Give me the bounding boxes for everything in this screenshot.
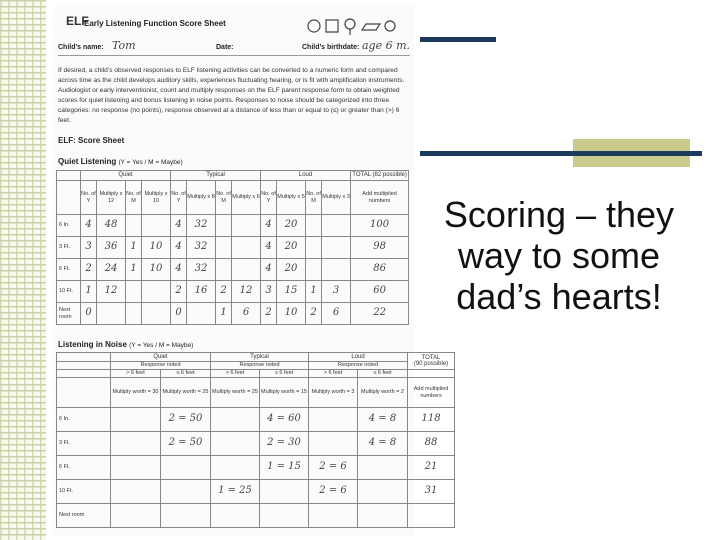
distance-header: ≤ 6 feet xyxy=(358,370,408,378)
decorative-left-strip xyxy=(0,0,46,540)
total-column-header: Add multiplied numbers xyxy=(408,378,455,408)
score-cell: 1 xyxy=(126,237,142,259)
score-cell: 21 xyxy=(408,456,455,480)
score-cell: 24 xyxy=(97,259,126,281)
score-cell: 4 xyxy=(171,215,187,237)
row-label: 6 In. xyxy=(57,215,81,237)
noise-total-sub: (90 possible) xyxy=(413,361,449,367)
score-cell xyxy=(322,237,351,259)
column-header: Multiply x 12 xyxy=(97,181,126,215)
noise-total-label: TOTAL xyxy=(421,354,441,361)
score-cell: 3 xyxy=(81,237,97,259)
score-cell: 4 xyxy=(261,237,277,259)
score-cell xyxy=(260,480,309,504)
noise-quiet-group-header: Quiet xyxy=(111,353,211,362)
column-header: No. of Y xyxy=(171,181,187,215)
column-header: No. of M xyxy=(216,181,232,215)
score-cell: 4 = 60 xyxy=(260,408,309,432)
score-cell xyxy=(306,259,322,281)
column-header: Multiply x 5 xyxy=(277,181,306,215)
top-accent-bar xyxy=(420,37,496,42)
score-cell xyxy=(161,456,211,480)
score-cell: 2 = 30 xyxy=(260,432,309,456)
table-row xyxy=(57,456,455,480)
score-cell xyxy=(309,432,358,456)
score-cell xyxy=(211,432,260,456)
score-cell: 2 xyxy=(81,259,97,281)
score-cell xyxy=(142,215,171,237)
multiplier-header: Multiply worth = 30 xyxy=(111,378,161,408)
blank-cell xyxy=(57,181,81,215)
score-cell: 20 xyxy=(277,259,306,281)
column-header: Multiply x 10 xyxy=(142,181,171,215)
distance-header: ≤ 6 feet xyxy=(161,370,211,378)
quiet-group-header: Quiet xyxy=(81,171,171,181)
total-sub: (82 possible) xyxy=(372,172,407,179)
score-cell xyxy=(126,215,142,237)
score-cell: 20 xyxy=(277,237,306,259)
score-cell xyxy=(211,456,260,480)
score-cell: 4 xyxy=(171,237,187,259)
score-cell xyxy=(111,456,161,480)
row-label: Next room xyxy=(57,504,111,528)
score-cell: 1 xyxy=(81,281,97,303)
noise-heading-text: Listening in Noise xyxy=(58,340,127,349)
row-label: 3 Ft. xyxy=(57,237,81,259)
elf-logo-icon: ELF xyxy=(66,14,89,28)
score-cell xyxy=(111,480,161,504)
score-cell: 2 = 50 xyxy=(161,432,211,456)
score-cell: 2 = 50 xyxy=(161,408,211,432)
score-cell xyxy=(142,281,171,303)
table-row xyxy=(57,432,455,456)
score-cell: 10 xyxy=(142,259,171,281)
corner-cell xyxy=(57,353,111,362)
score-cell: 16 xyxy=(187,281,216,303)
score-cell: 1 xyxy=(126,259,142,281)
table-row xyxy=(57,408,455,432)
table-row xyxy=(57,504,455,528)
child-name-label: Child’s name: xyxy=(58,44,104,51)
score-cell: 10 xyxy=(142,237,171,259)
noise-legend: (Y = Yes / M = Maybe) xyxy=(129,342,194,349)
blank-cell xyxy=(57,370,111,378)
column-header: Multiply x 6 xyxy=(232,181,261,215)
score-cell: 4 xyxy=(171,259,187,281)
score-cell: 2 xyxy=(171,281,187,303)
score-cell: 2 xyxy=(216,281,232,303)
slide-caption: Scoring – they way to some dad’s hearts! xyxy=(443,194,675,317)
score-sheet-image xyxy=(52,6,449,536)
score-cell xyxy=(358,456,408,480)
score-cell: 1 = 15 xyxy=(260,456,309,480)
row-label: 6 Ft. xyxy=(57,259,81,281)
intro-paragraph: If desired, a child’s observed responses to ELF listening activities can be converted to a numeric form and compared across time as the child develops auditory skills, experiences fluctuating hearing, or is fit with amplification instruments. Audiologist or early interventionist, count and multiply responses on the ELF parent response form to obtain weighted scores for quiet listening and bonus listening in noise points. Responses to noise should be categorized into three categories: no response (no points), response observed at a distance of less than or equal to (≤) or greater than (>) 6 feet. xyxy=(58,67,405,124)
birthdate-label: Child’s birthdate: xyxy=(302,44,360,51)
score-cell xyxy=(97,303,126,325)
score-cell: 3 xyxy=(322,281,351,303)
score-cell xyxy=(408,504,455,528)
score-cell xyxy=(309,408,358,432)
row-label: 6 Ft. xyxy=(57,456,111,480)
score-cell xyxy=(232,237,261,259)
score-cell: 1 xyxy=(216,303,232,325)
column-header: No. of Y xyxy=(261,181,277,215)
score-cell: 2 xyxy=(306,303,322,325)
score-cell: 6 xyxy=(322,303,351,325)
score-cell xyxy=(306,215,322,237)
score-cell xyxy=(358,504,408,528)
column-header: No. of Y xyxy=(81,181,97,215)
row-label: 3 Ft. xyxy=(57,432,111,456)
score-cell: 1 = 25 xyxy=(211,480,260,504)
score-cell: 2 = 6 xyxy=(309,480,358,504)
score-cell xyxy=(126,303,142,325)
column-header: Add multiplied numbers xyxy=(351,181,409,215)
score-cell: 0 xyxy=(171,303,187,325)
divider-accent-bar xyxy=(420,151,702,156)
score-cell xyxy=(260,504,309,528)
score-cell: 12 xyxy=(232,281,261,303)
score-cell: 118 xyxy=(408,408,455,432)
table-row xyxy=(57,281,409,303)
row-label: 6 In. xyxy=(57,408,111,432)
column-header: No. of M xyxy=(126,181,142,215)
distance-header: > 6 feet xyxy=(309,370,358,378)
multiplier-header: Multiply worth = 25 xyxy=(211,378,260,408)
quiet-listening-table xyxy=(56,170,409,325)
multiplier-header: Multiply worth = 25 xyxy=(161,378,211,408)
score-cell xyxy=(111,504,161,528)
score-cell xyxy=(322,215,351,237)
score-cell: 22 xyxy=(351,303,409,325)
score-cell: 4 xyxy=(261,215,277,237)
table-row xyxy=(57,215,409,237)
score-cell xyxy=(232,259,261,281)
score-cell xyxy=(306,237,322,259)
score-cell xyxy=(111,432,161,456)
score-cell: 6 xyxy=(232,303,261,325)
score-cell: 4 = 8 xyxy=(358,432,408,456)
score-cell xyxy=(216,237,232,259)
noise-table-body xyxy=(57,408,455,528)
quiet-column-headers xyxy=(57,181,409,215)
score-cell: 98 xyxy=(351,237,409,259)
response-noted-label: Response noted xyxy=(111,362,211,370)
score-cell xyxy=(126,281,142,303)
typical-group-header: Typical xyxy=(171,171,261,181)
date-label: Date: xyxy=(216,44,234,51)
score-cell: 100 xyxy=(351,215,409,237)
score-cell xyxy=(232,215,261,237)
quiet-listening-heading xyxy=(58,157,183,166)
score-cell xyxy=(216,259,232,281)
score-cell: 88 xyxy=(408,432,455,456)
loud-group-header: Loud xyxy=(261,171,351,181)
score-cell: 15 xyxy=(277,281,306,303)
score-cell xyxy=(187,303,216,325)
score-cell: 36 xyxy=(97,237,126,259)
score-cell: 2 = 6 xyxy=(309,456,358,480)
column-header: Multiply x 3 xyxy=(322,181,351,215)
row-label: Next room xyxy=(57,303,81,325)
table-row xyxy=(57,480,455,504)
row-label: 10 Ft. xyxy=(57,480,111,504)
score-cell: 48 xyxy=(97,215,126,237)
score-cell xyxy=(322,259,351,281)
noise-typical-group-header: Typical xyxy=(211,353,309,362)
column-header: Multiply x 8 xyxy=(187,181,216,215)
score-cell xyxy=(358,480,408,504)
score-cell: 31 xyxy=(408,480,455,504)
birthdate-value: age 6 m. xyxy=(362,39,411,52)
total-label: TOTAL xyxy=(352,172,371,179)
child-name-value: Tom xyxy=(112,39,136,52)
row-label: 10 Ft. xyxy=(57,281,81,303)
toy-illustrations-icon xyxy=(306,16,398,36)
score-cell xyxy=(161,504,211,528)
column-header: No. of M xyxy=(306,181,322,215)
score-cell: 0 xyxy=(81,303,97,325)
distance-header: > 6 feet xyxy=(211,370,260,378)
table-row xyxy=(57,237,409,259)
score-cell xyxy=(216,215,232,237)
listening-in-noise-table xyxy=(56,352,455,528)
score-cell xyxy=(142,303,171,325)
table-row xyxy=(57,303,409,325)
score-cell: 3 xyxy=(261,281,277,303)
distance-header: > 6 feet xyxy=(111,370,161,378)
listening-in-noise-heading xyxy=(58,340,193,349)
table-row xyxy=(57,259,409,281)
score-cell: 32 xyxy=(187,215,216,237)
blank-cell xyxy=(57,378,111,408)
noise-total-header xyxy=(408,353,455,370)
multiplier-header: Multiply worth = 15 xyxy=(260,378,309,408)
quiet-heading-text: Quiet Listening xyxy=(58,157,117,166)
corner-cell xyxy=(57,171,81,181)
quiet-legend: (Y = Yes / M = Maybe) xyxy=(118,159,183,166)
response-noted-label: Response noted xyxy=(211,362,309,370)
multiplier-header: Multiply worth = 2 xyxy=(358,378,408,408)
score-cell: 20 xyxy=(277,215,306,237)
score-cell xyxy=(111,408,161,432)
score-cell: 86 xyxy=(351,259,409,281)
divider xyxy=(58,55,410,56)
score-cell: 60 xyxy=(351,281,409,303)
score-cell: 4 xyxy=(261,259,277,281)
distance-header: ≤ 6 feet xyxy=(260,370,309,378)
score-cell: 32 xyxy=(187,237,216,259)
noise-loud-group-header: Loud xyxy=(309,353,408,362)
score-sheet-heading: ELF: Score Sheet xyxy=(58,136,125,145)
quiet-table-body xyxy=(57,215,409,325)
blank-cell xyxy=(57,362,111,370)
score-cell: 2 xyxy=(261,303,277,325)
score-cell: 4 = 8 xyxy=(358,408,408,432)
score-cell: 12 xyxy=(97,281,126,303)
total-header xyxy=(351,171,409,181)
score-cell xyxy=(211,408,260,432)
score-cell: 32 xyxy=(187,259,216,281)
score-cell xyxy=(161,480,211,504)
score-cell xyxy=(309,504,358,528)
response-noted-label: Response noted xyxy=(309,362,408,370)
sheet-title: Early Listening Function Score Sheet xyxy=(84,19,226,28)
blank-cell xyxy=(408,370,455,378)
score-cell: 1 xyxy=(306,281,322,303)
score-cell xyxy=(211,504,260,528)
multiplier-header: Multiply worth = 3 xyxy=(309,378,358,408)
score-cell: 4 xyxy=(81,215,97,237)
score-cell: 10 xyxy=(277,303,306,325)
